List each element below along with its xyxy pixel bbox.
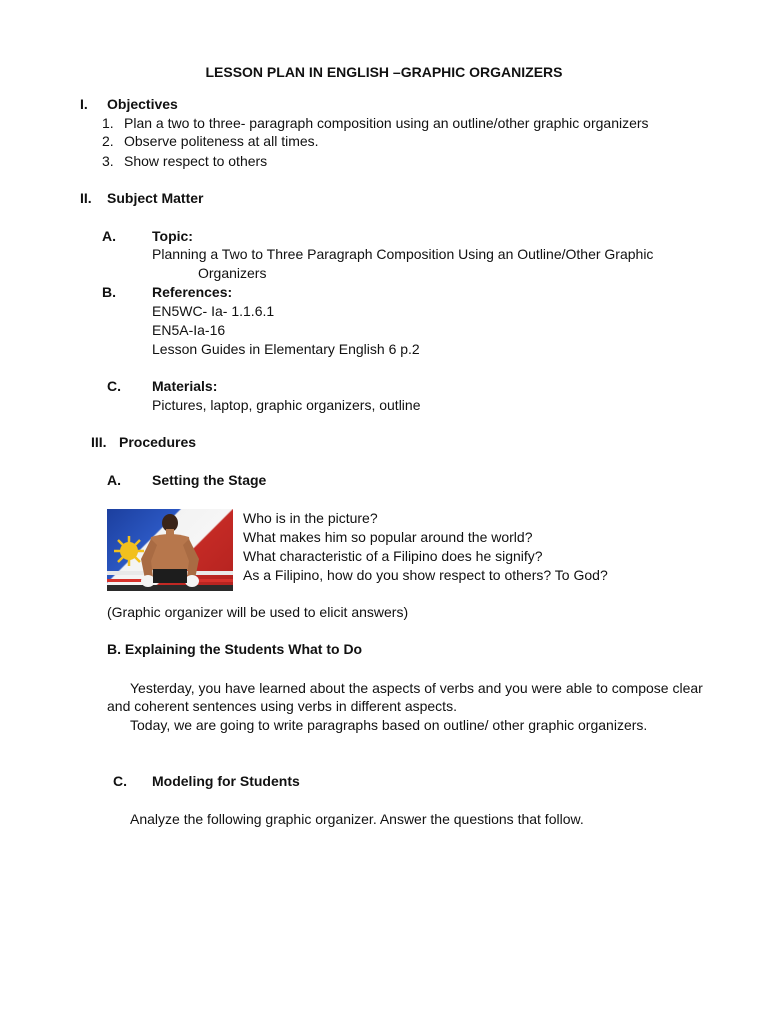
modeling-label: Modeling for Students xyxy=(152,773,300,789)
objective-number: 1. xyxy=(102,115,114,131)
stage-question: What characteristic of a Filipino does he signify? xyxy=(243,548,543,564)
boxer-photo xyxy=(107,509,233,591)
references-letter: B. xyxy=(102,284,116,300)
topic-text-line1: Planning a Two to Three Paragraph Composition Using an Outline/Other Graphic xyxy=(152,246,654,262)
objective-item: Plan a two to three- paragraph composition using an outline/other graphic organizers xyxy=(124,115,649,131)
materials-label: Materials: xyxy=(152,378,218,394)
procedures-heading: Procedures xyxy=(119,434,197,450)
objectives-numeral: I. xyxy=(80,96,88,112)
topic-label: Topic: xyxy=(152,228,193,244)
modeling-letter: C. xyxy=(113,773,127,789)
objective-number: 3. xyxy=(102,153,114,169)
topic-letter: A. xyxy=(102,228,116,244)
stage-question: What makes him so popular around the world? xyxy=(243,529,533,545)
setting-stage-label: Setting the Stage xyxy=(152,472,267,488)
subject-matter-numeral: II. xyxy=(80,190,92,206)
explaining-paragraph-2: Today, we are going to write paragraphs based on outline/ other graphic organizers. xyxy=(130,717,648,733)
graphic-organizer-note: (Graphic organizer will be used to elicit answers) xyxy=(107,604,409,620)
objective-number: 2. xyxy=(102,133,114,149)
objectives-heading: Objectives xyxy=(107,96,178,112)
objective-item: Observe politeness at all times. xyxy=(124,133,319,149)
boxer-illustration xyxy=(107,509,233,591)
objective-item: Show respect to others xyxy=(124,153,268,169)
references-label: References: xyxy=(152,284,233,300)
modeling-instruction: Analyze the following graphic organizer. Answer the questions that follow. xyxy=(130,811,584,827)
reference-item: Lesson Guides in Elementary English 6 p.2 xyxy=(152,341,420,357)
explaining-paragraph-line1: Yesterday, you have learned about the aspects of verbs and you were able to compose clear xyxy=(130,680,703,696)
subject-matter-heading: Subject Matter xyxy=(107,190,204,206)
stage-question: Who is in the picture? xyxy=(243,510,378,526)
stage-question: As a Filipino, how do you show respect to others? To God? xyxy=(243,567,608,583)
materials-letter: C. xyxy=(107,378,121,394)
explaining-heading: B. Explaining the Students What to Do xyxy=(107,641,363,657)
reference-item: EN5A-Ia-16 xyxy=(152,322,226,338)
explaining-paragraph-line2: and coherent sentences using verbs in different aspects. xyxy=(107,698,457,714)
reference-item: EN5WC- Ia- 1.1.6.1 xyxy=(152,303,275,319)
setting-stage-letter: A. xyxy=(107,472,121,488)
materials-text: Pictures, laptop, graphic organizers, outline xyxy=(152,397,421,413)
topic-text-line2: Organizers xyxy=(198,265,267,281)
document-title: LESSON PLAN IN ENGLISH –GRAPHIC ORGANIZERS xyxy=(205,64,563,80)
procedures-numeral: III. xyxy=(91,434,107,450)
